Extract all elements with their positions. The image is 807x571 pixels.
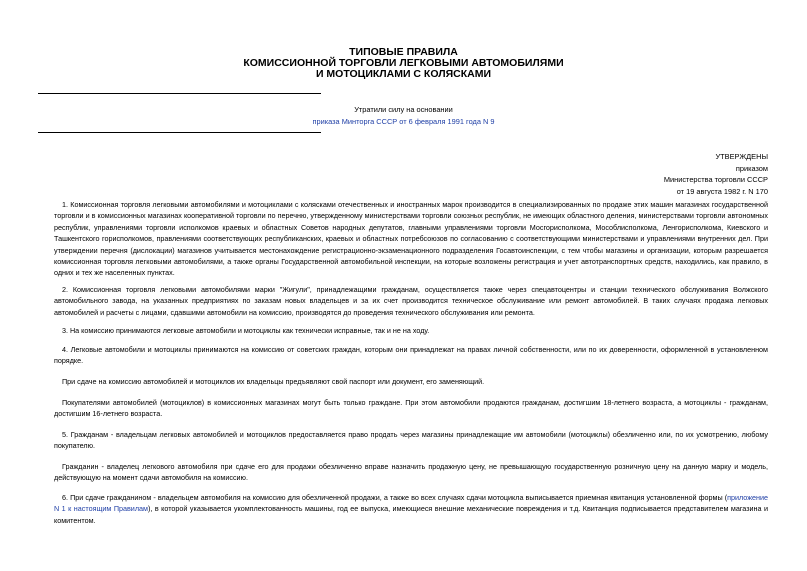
paragraph-9 bbox=[54, 492, 768, 526]
document-title-line-2: КОМИССИОННОЙ ТОРГОВЛИ ЛЕГКОВЫМИ АВТОМОБИЛЯМИ bbox=[243, 57, 564, 69]
divider-bottom bbox=[38, 132, 321, 133]
paragraph-3: 3. На комиссию принимаются легковые автомобили и мотоциклы как технически исправные, так и не на ходу. bbox=[62, 326, 430, 335]
document-title-line-3: И МОТОЦИКЛАМИ С КОЛЯСКАМИ bbox=[315, 68, 492, 80]
paragraph-4: 4. Легковые автомобили и мотоциклы принимаются на комиссию от советских граждан, которым они принадлежат на правах личной собственности, или по их доверенности, оформленной в установленном порядке. bbox=[54, 345, 768, 366]
paragraph-8: Гражданин - владелец легкового автомобиля при сдаче его для продажи обезличенно вправе назначить продажную цену, не превышающую государственную розничную цену на данную марку и модель, действующую на момент сдачи автомобиля на комиссию. bbox=[54, 462, 768, 483]
paragraph-7: 5. Гражданам - владельцам легковых автомобилей и мотоциклов предоставляется право продать через магазины принадлежащие им автомобили (мотоциклы) обезличенно или, по их усмотрению, любому покупателю. bbox=[54, 430, 768, 451]
approval-line-2: приказом bbox=[735, 163, 768, 173]
divider-top bbox=[38, 93, 321, 94]
approval-line-1: УТВЕРЖДЕНЫ bbox=[715, 152, 768, 161]
appendix-1-link[interactable]: приложение N 1 к настоящим Правилам bbox=[54, 493, 768, 514]
approval-block bbox=[664, 151, 768, 197]
approval-line-3: Министерства торговли СССР bbox=[663, 175, 768, 184]
paragraph-9-text-b: ), в которой указывается укомплектованность машины, год ее выпуска, имеющиеся внешние механические повреждения и т.д. Квитанция подписывается представителем магазина и комитентом. bbox=[54, 504, 768, 525]
approval-line-4: от 19 августа 1982 г. N 170 bbox=[676, 186, 768, 196]
document-title-line-1: ТИПОВЫЕ ПРАВИЛА bbox=[349, 46, 458, 58]
paragraph-9-text-a: 6. При сдаче гражданином - владельцем автомобиля на комиссию для обезличенной продажи, а также во всех случаях сдачи мотоцикла выписывается приемная квитанция установленной формы ( bbox=[62, 493, 728, 502]
paragraph-1: 1. Комиссионная торговля легковыми автомобилями и мотоциклами с колясками отечественных и иностранных марок производится в специализированных по продаже этих машин магазинах государственной торговли и в комиссионных магазинах кооперативной торговли по перечню, утвержденному министерствами торговли союзных республик, не имеющих областного деления, министерствами торговли автономных республик, управлениями торговли исполкомов краевых и областных Советов народных депутатов, главными управлениями торговли Мосгорисполкома, Мособлисполкома, Ленгорисполкома, Киевского и Ташкентского горисполкомов, правлениями соответствующих республиканских, краевых и областных потребсоюзов по согласованию с соответствующими министерствами и управлениями внутренних дел. При утверждении перечня (дислокации) магазинов учитывается местонахождение регистрационно-экзаменационного подразделения Госавтоинспекции, с тем чтобы магазины и организации, которым разрешается комиссионная торговля легковыми автомобилями, а также органы Государственной автомобильной инспекции, на которые возложены регистрация и учет автотранспортных средств, находились, как правило, в одних и тех же населенных пунктах. bbox=[54, 200, 768, 278]
paragraph-2: 2. Комиссионная торговля легковыми автомобилями марки "Жигули", принадлежащими гражданам, осуществляется также через спецавтоцентры и станции технического обслуживания Волжского автомобильного завода, на указанных предприятиях по заказам новых владельцев и за их счет производится техническое обслуживание или ремонт автомобилей. В таких случаях продажа легковых автомобилей и расчеты с лицами, сдавшими автомобили на комиссию, производятся до проведения технического обслуживания или ремонта. bbox=[54, 285, 768, 317]
status-text: Утратили силу на основании bbox=[354, 105, 453, 114]
repeal-order-link[interactable]: приказа Минторга СССР от 6 февраля 1991 года N 9 bbox=[312, 117, 495, 126]
paragraph-5: При сдаче на комиссию автомобилей и мотоциклов их владельцы предъявляют свой паспорт или документ, его заменяющий. bbox=[62, 377, 485, 386]
paragraph-6: Покупателями автомобилей (мотоциклов) в комиссионных магазинах могут быть только граждане. При этом автомобили продаются гражданам, достигшим 18-летнего возраста, а мотоциклы - гражданам, достигшим 16-летнего возраста. bbox=[54, 398, 768, 419]
